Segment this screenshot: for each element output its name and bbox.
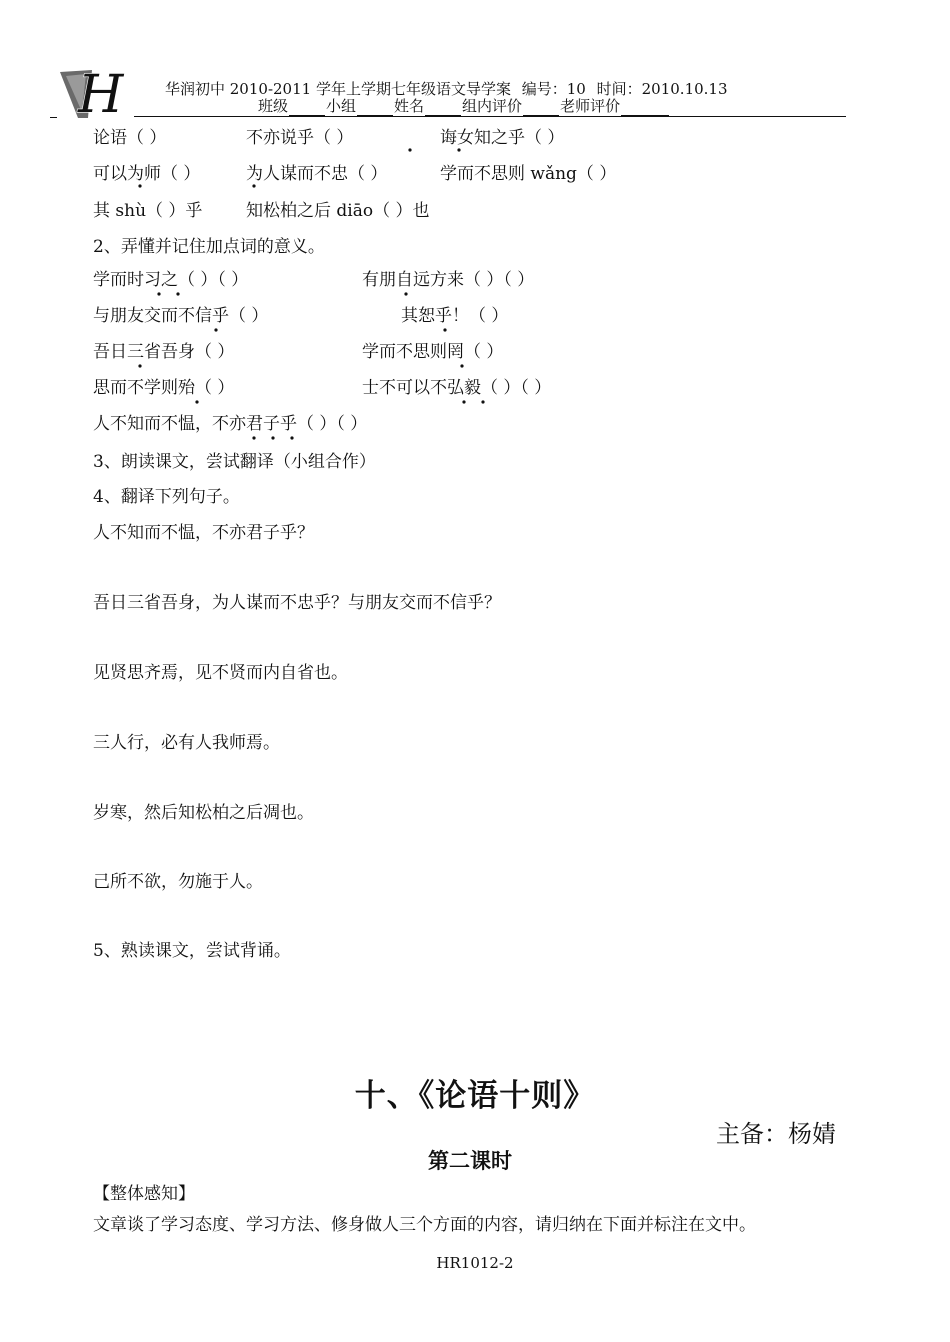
q1-item: 诲女知之乎（ ） — [440, 128, 565, 148]
section-heading: 【整体感知】 — [93, 1184, 195, 1204]
section-instruction: 文章谈了学习态度、学习方法、修身做人三个方面的内容，请归纳在下面并标注在文中。 — [93, 1215, 756, 1235]
q2-item: 士不可以不弘毅（ ）（ ） — [362, 378, 552, 398]
q1-item: 可以为师（ ） — [93, 164, 201, 184]
lesson-title: 十、《论语十则》 — [354, 1078, 596, 1114]
peer-eval-label: 组内评价 — [462, 97, 523, 115]
q2-item: 吾日三省吾身（ ） — [93, 342, 235, 362]
translate-sentence: 人不知而不愠，不亦君子乎？ — [93, 523, 314, 543]
emphasis-dot — [481, 400, 484, 403]
translate-sentence: 三人行，必有人我师焉。 — [93, 733, 280, 753]
q2-item: 学而不思则罔（ ） — [362, 342, 504, 362]
emphasis-dot — [195, 400, 198, 403]
lesson-session: 第二课时 — [428, 1148, 512, 1173]
q1-item: 知松柏之后 diāo（ ）也 — [246, 201, 430, 221]
q2-item: 有朋自远方来（ ）（ ） — [362, 270, 535, 290]
group-blank[interactable] — [357, 100, 393, 116]
page-footer: HR1012-2 — [436, 1254, 514, 1272]
translate-sentence: 岁寒，然后知松柏之后凋也。 — [93, 803, 314, 823]
emphasis-dot — [462, 400, 465, 403]
emphasis-dot — [271, 436, 274, 439]
emphasis-dot — [408, 148, 411, 151]
q1-item: 为人谋而不忠（ ） — [246, 164, 388, 184]
lesson-author: 主备：杨婧 — [716, 1120, 836, 1148]
q1-item: 其 shù（ ）乎 — [93, 201, 203, 221]
group-label: 小组 — [326, 97, 357, 115]
emphasis-dot — [157, 292, 160, 295]
name-label: 姓名 — [394, 97, 425, 115]
name-blank[interactable] — [425, 100, 461, 116]
emphasis-dot — [252, 436, 255, 439]
emphasis-dot — [460, 364, 463, 367]
emphasis-dot — [214, 328, 217, 331]
emphasis-dot — [138, 364, 141, 367]
serial-number: 编号：10 — [521, 80, 586, 98]
teacher-eval-blank[interactable] — [621, 100, 669, 116]
q1-item: 学而不思则 wǎng（ ） — [440, 164, 617, 184]
translate-sentence: 吾日三省吾身，为人谋而不忠乎？与朋友交而不信乎？ — [93, 593, 501, 613]
q2-item: 学而时习之（ ）（ ） — [93, 270, 249, 290]
peer-eval-blank[interactable] — [523, 100, 559, 116]
margin-dash — [50, 117, 57, 118]
class-label: 班级 — [258, 97, 289, 115]
q2-item: 与朋友交而不信乎（ ） — [93, 306, 269, 326]
class-blank[interactable] — [289, 100, 325, 116]
emphasis-dot — [290, 436, 293, 439]
svg-text:H: H — [78, 66, 124, 120]
school-line: 华润初中 2010-2011 学年上学期七年级语文导学案 — [165, 80, 511, 98]
q2-item: 思而不学则殆（ ） — [93, 378, 235, 398]
teacher-eval-label: 老师评价 — [560, 97, 621, 115]
header-rule — [134, 116, 846, 117]
emphasis-dot — [443, 328, 446, 331]
q4-prompt: 4、翻译下列句子。 — [93, 487, 240, 507]
q1-item: 不亦说乎（ ） — [246, 128, 354, 148]
translate-sentence: 见贤思齐焉，见不贤而内自省也。 — [93, 663, 348, 683]
translate-sentence: 己所不欲，勿施于人。 — [93, 872, 263, 892]
header-fields-line — [258, 95, 670, 116]
school-logo — [58, 66, 130, 120]
emphasis-dot — [176, 292, 179, 295]
q5-prompt: 5、熟读课文，尝试背诵。 — [93, 941, 291, 961]
q3-prompt: 3、朗读课文，尝试翻译（小组合作） — [93, 452, 376, 472]
q2-item: 人不知而不愠，不亦君子乎（ ）（ ） — [93, 414, 368, 434]
emphasis-dot — [404, 292, 407, 295]
q2-item: 其恕乎！（ ） — [401, 306, 509, 326]
q2-prompt: 2、弄懂并记住加点词的意义。 — [93, 237, 325, 257]
q1-item: 论语（ ） — [93, 128, 167, 148]
date-text: 时间：2010.10.13 — [596, 80, 728, 98]
